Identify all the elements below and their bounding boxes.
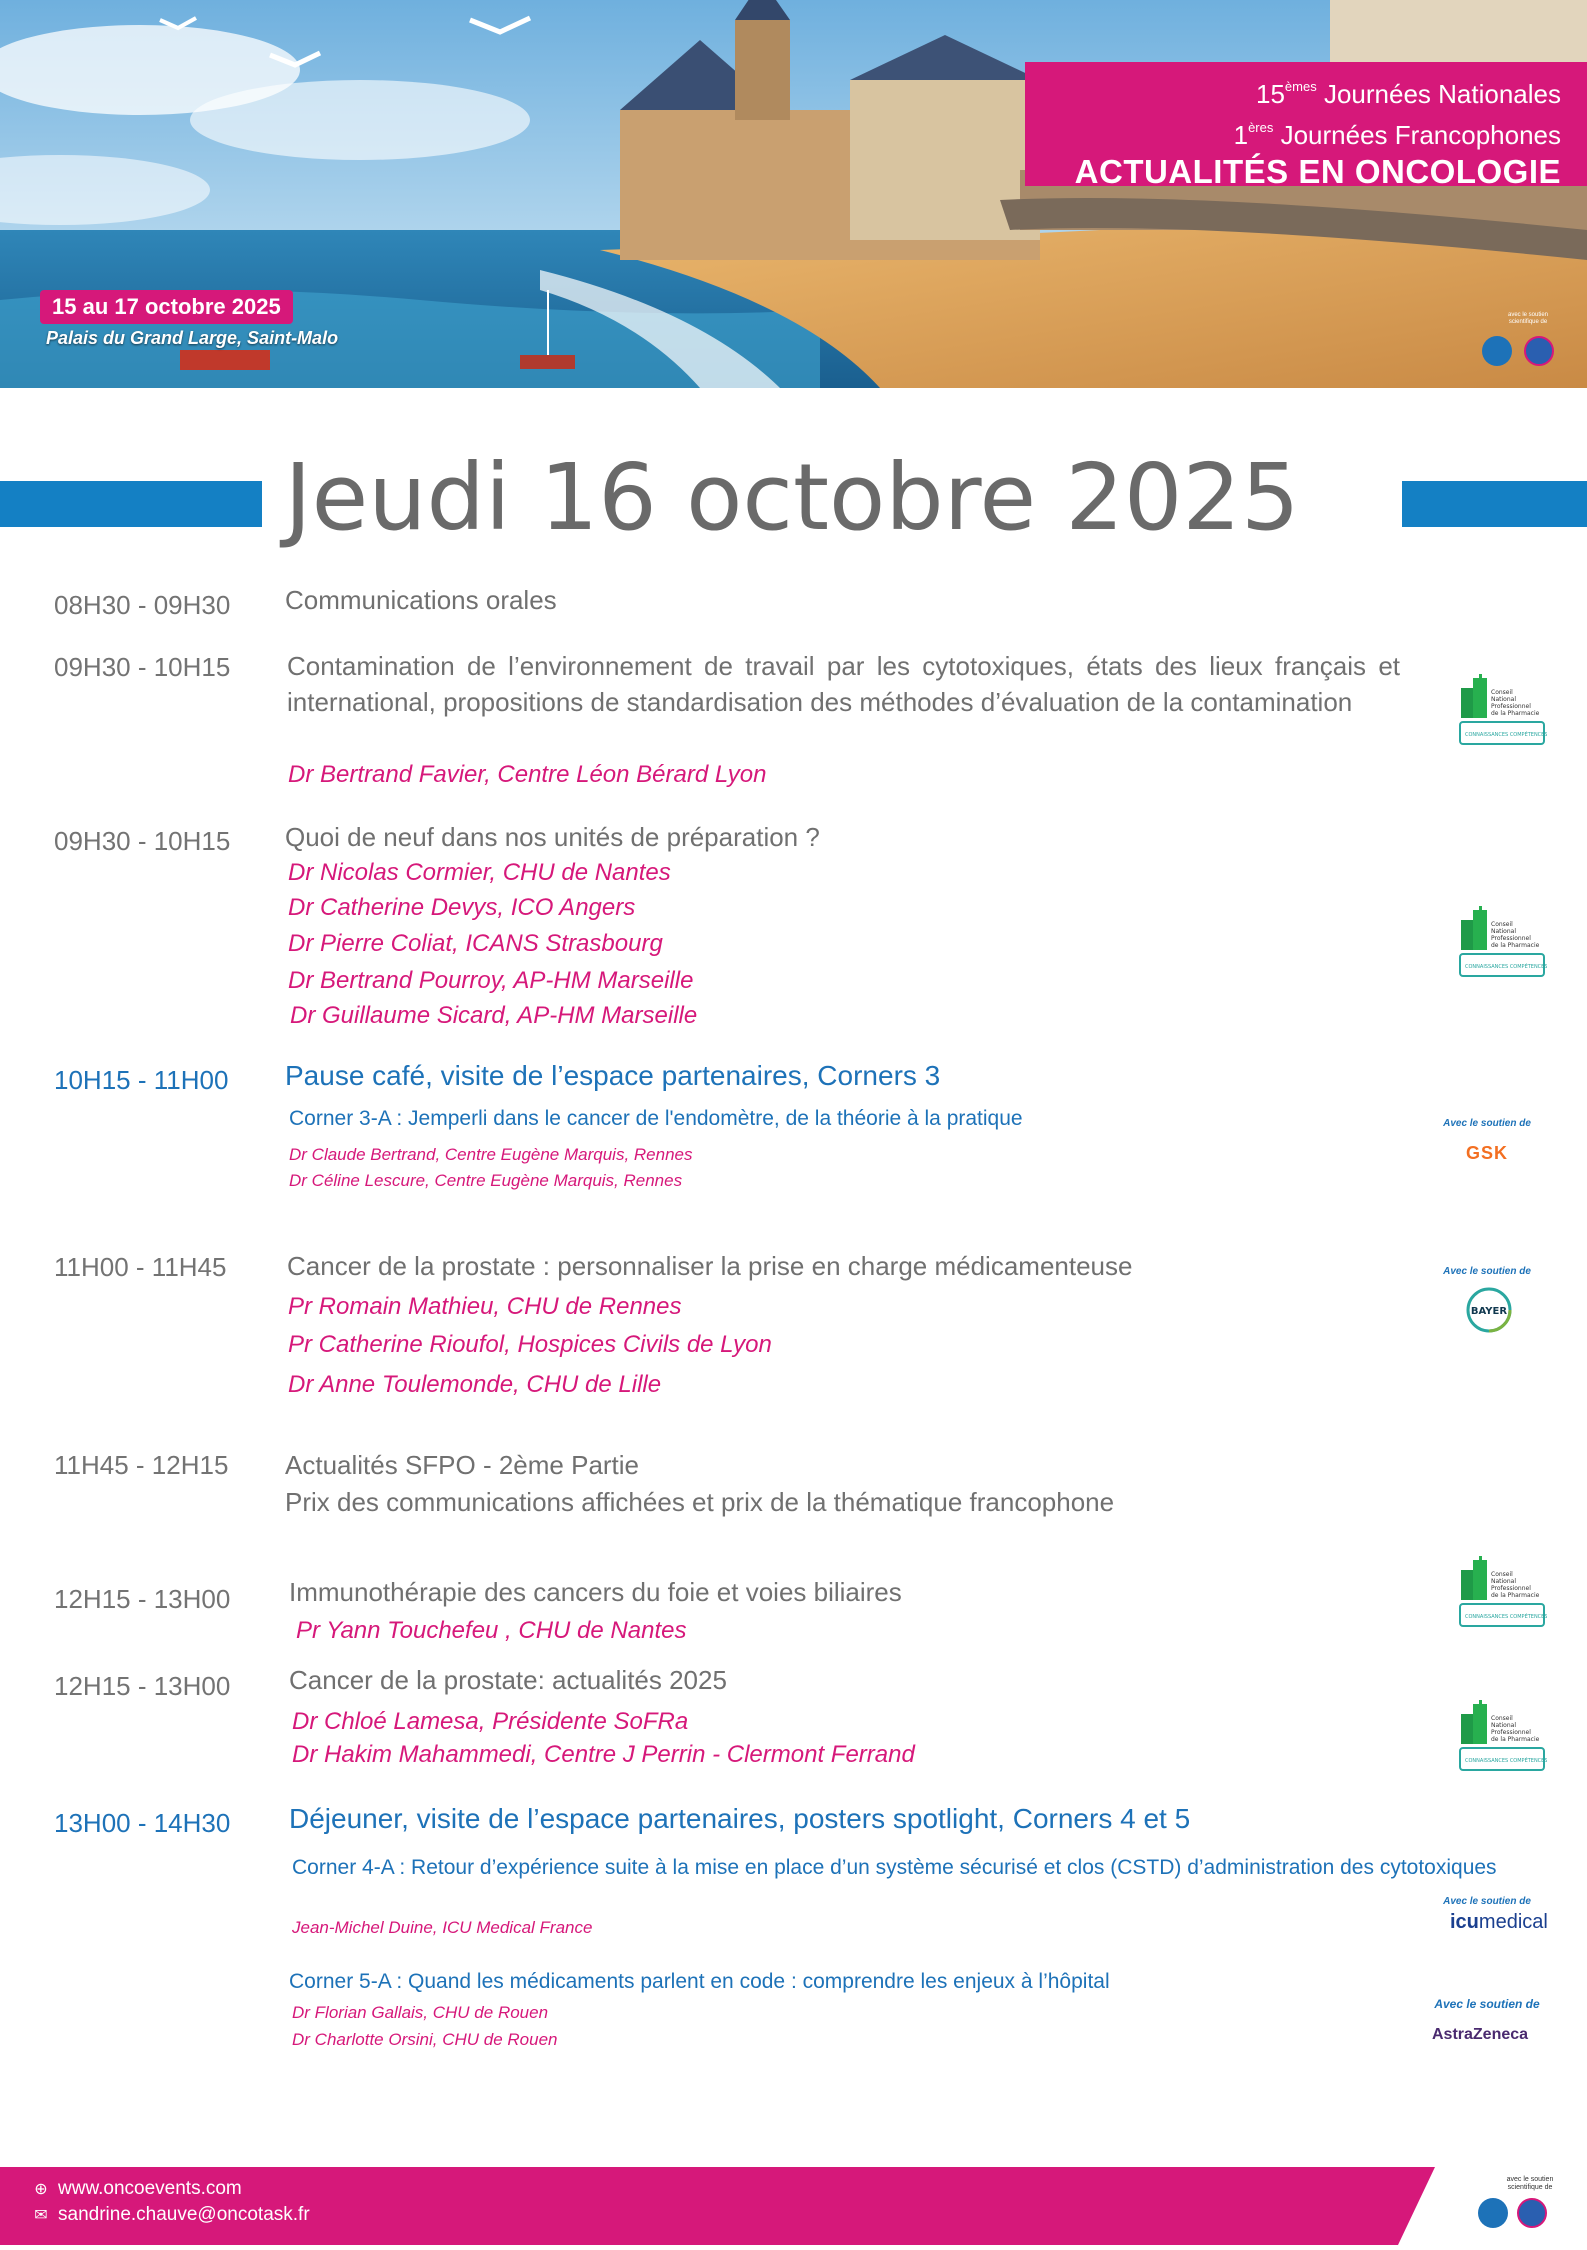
- globe-icon: ⊕: [34, 2181, 48, 2198]
- cnp-line3: Professionnel: [1491, 1729, 1531, 1736]
- cnp-line2: National: [1491, 928, 1517, 935]
- session-topic: Actualités SFPO - 2ème Partie: [285, 1450, 640, 1480]
- title-bar-right: [1402, 481, 1587, 527]
- corner-title: Corner 3-A : Jemperli dans le cancer de l'endomètre, de la théorie à la pratique: [289, 1107, 1023, 1130]
- cnp-line4: de la Pharmacie: [1491, 942, 1540, 949]
- corner-title: Corner 4-A : Retour d’expérience suite à la mise en place d’un système sécurisé et clos (CSTD) d’administration des cytotoxiques: [292, 1856, 1497, 1879]
- event-dates: 15 au 17 octobre 2025: [40, 290, 293, 324]
- cnp-line1: Conseil: [1491, 1571, 1513, 1578]
- cnp-pharmacie-logo: [1459, 674, 1547, 748]
- cnp-band: CONNAISSANCES COMPÉTENCES: [1465, 964, 1547, 970]
- session-speaker: Dr Hakim Mahammedi, Centre J Perrin - Clermont Ferrand: [292, 1741, 915, 1768]
- title-bar-left: [0, 481, 262, 527]
- session-topic: Quoi de neuf dans nos unités de préparation ?: [285, 822, 820, 852]
- session-speaker: Dr Bertrand Favier, Centre Léon Bérard Lyon: [288, 761, 767, 788]
- corner-speaker: Dr Charlotte Orsini, CHU de Rouen: [292, 2030, 558, 2049]
- corner-title: Corner 5-A : Quand les médicaments parlent en code : comprendre les enjeux à l’hôpital: [289, 1970, 1110, 1993]
- sfpo-badge-icon: [1517, 2198, 1547, 2228]
- session-speaker: Dr Catherine Devys, ICO Angers: [288, 894, 636, 921]
- session-speaker: Pr Catherine Rioufol, Hospices Civils de Lyon: [288, 1331, 772, 1358]
- footer-email[interactable]: ✉ sandrine.chauve@oncotask.fr: [32, 2204, 310, 2226]
- sfpo-badge-icon: [1524, 336, 1554, 366]
- cnp-line4: de la Pharmacie: [1491, 1592, 1540, 1599]
- footer-website[interactable]: ⊕ www.oncoevents.com: [32, 2178, 242, 2200]
- event-title-line3: ACTUALITÉS EN ONCOLOGIE: [1074, 153, 1561, 190]
- support-label: Avec le soutien de: [1443, 1896, 1531, 1907]
- cnp-line3: Professionnel: [1491, 1585, 1531, 1592]
- banner-support-note: avec le soutien scientifique de: [1507, 312, 1549, 325]
- astrazeneca-logo: AstraZeneca: [1432, 2026, 1529, 2043]
- support-label: Avec le soutien de: [1434, 1997, 1540, 2011]
- cnp-line3: Professionnel: [1491, 703, 1531, 710]
- cnp-line2: National: [1491, 696, 1517, 703]
- session-time: 11H45 - 12H15: [54, 1450, 229, 1480]
- cnp-line2: National: [1491, 1722, 1517, 1729]
- cnp-line4: de la Pharmacie: [1491, 710, 1540, 717]
- event-title-box: [1025, 62, 1587, 190]
- event-venue: Palais du Grand Large, Saint-Malo: [46, 328, 339, 348]
- cnp-pharmacie-logo: [1459, 906, 1547, 980]
- gsk-logo: GSK: [1466, 1143, 1509, 1163]
- cnp-pharmacie-logo: [1459, 1556, 1547, 1630]
- cnp-line3: Professionnel: [1491, 935, 1531, 942]
- session-topic: Cancer de la prostate: actualités 2025: [289, 1665, 727, 1695]
- session-time: 10H15 - 11H00: [54, 1065, 229, 1095]
- session-topic: Contamination de l’environnement de travail par les cytotoxiques, états des lieux français et international, propositions de standardisation des méthodes d’évaluation de la contamination: [287, 651, 1400, 717]
- session-time: 12H15 - 13H00: [54, 1584, 231, 1614]
- cnp-pharmacie-logo: [1459, 1700, 1547, 1774]
- cnp-band: CONNAISSANCES COMPÉTENCES: [1465, 1614, 1547, 1620]
- cnp-line1: Conseil: [1491, 689, 1513, 696]
- session-speaker: Pr Romain Mathieu, CHU de Rennes: [288, 1293, 682, 1320]
- session-time: 08H30 - 09H30: [54, 590, 231, 620]
- support-label: Avec le soutien de: [1443, 1266, 1531, 1277]
- partner-badge-icon: [1478, 2198, 1508, 2228]
- session-topic: Déjeuner, visite de l’espace partenaires, posters spotlight, Corners 4 et 5: [289, 1803, 1191, 1834]
- footer-support-note: avec le soutien scientifique de: [1506, 2176, 1554, 2191]
- session-speaker: Dr Bertrand Pourroy, AP-HM Marseille: [288, 967, 694, 994]
- session-speaker: Dr Nicolas Cormier, CHU de Nantes: [288, 859, 671, 886]
- session-topic: Cancer de la prostate : personnaliser la prise en charge médicamenteuse: [287, 1251, 1133, 1281]
- session-time: 11H00 - 11H45: [54, 1252, 227, 1282]
- icu-medical-logo: [1450, 1911, 1548, 1934]
- session-topic: Communications orales: [285, 585, 557, 615]
- session-topic: Immunothérapie des cancers du foie et voies biliaires: [289, 1577, 902, 1607]
- session-time: 09H30 - 10H15: [54, 826, 231, 856]
- session-speaker: Pr Yann Touchefeu , CHU de Nantes: [296, 1617, 687, 1644]
- session-topic-line2: Prix des communications affichées et prix de la thématique francophone: [285, 1487, 1115, 1517]
- partner-badge-icon: [1482, 336, 1512, 366]
- cnp-band: CONNAISSANCES COMPÉTENCES: [1465, 732, 1547, 738]
- day-title: Jeudi 16 octobre 2025: [284, 444, 1300, 551]
- session-topic: Pause café, visite de l’espace partenaires, Corners 3: [285, 1060, 941, 1091]
- cnp-line4: de la Pharmacie: [1491, 1736, 1540, 1743]
- event-title-line1: 15èmes Journées Nationales: [1256, 79, 1561, 109]
- session-speaker: Dr Guillaume Sicard, AP-HM Marseille: [290, 1002, 698, 1029]
- cnp-line1: Conseil: [1491, 921, 1513, 928]
- cnp-line1: Conseil: [1491, 1715, 1513, 1722]
- icu-logo-rest: medical: [1478, 1911, 1548, 1933]
- header-banner: [0, 0, 1587, 388]
- event-title-line2: 1ères Journées Francophones: [1233, 120, 1561, 150]
- mail-icon: ✉: [34, 2207, 48, 2224]
- corner-speaker: Dr Céline Lescure, Centre Eugène Marquis, Rennes: [289, 1171, 683, 1190]
- session-time: 12H15 - 13H00: [54, 1671, 231, 1701]
- bayer-logo: [1466, 1287, 1512, 1333]
- cnp-band: CONNAISSANCES COMPÉTENCES: [1465, 1758, 1547, 1764]
- corner-speaker: Dr Florian Gallais, CHU de Rouen: [292, 2003, 549, 2022]
- session-time: 09H30 - 10H15: [54, 652, 231, 682]
- bayer-logo-text: BAYER: [1470, 1306, 1508, 1317]
- cnp-line2: National: [1491, 1578, 1517, 1585]
- icu-logo-bold: icu: [1450, 1911, 1479, 1933]
- session-speaker: Dr Anne Toulemonde, CHU de Lille: [288, 1371, 662, 1398]
- session-speaker: Dr Chloé Lamesa, Présidente SoFRa: [292, 1708, 689, 1735]
- session-time: 13H00 - 14H30: [54, 1808, 231, 1838]
- session-speaker: Dr Pierre Coliat, ICANS Strasbourg: [288, 930, 663, 957]
- corner-speaker: Dr Claude Bertrand, Centre Eugène Marquis, Rennes: [289, 1145, 693, 1164]
- support-label: Avec le soutien de: [1443, 1118, 1531, 1129]
- corner-speaker: Jean-Michel Duine, ICU Medical France: [292, 1918, 593, 1937]
